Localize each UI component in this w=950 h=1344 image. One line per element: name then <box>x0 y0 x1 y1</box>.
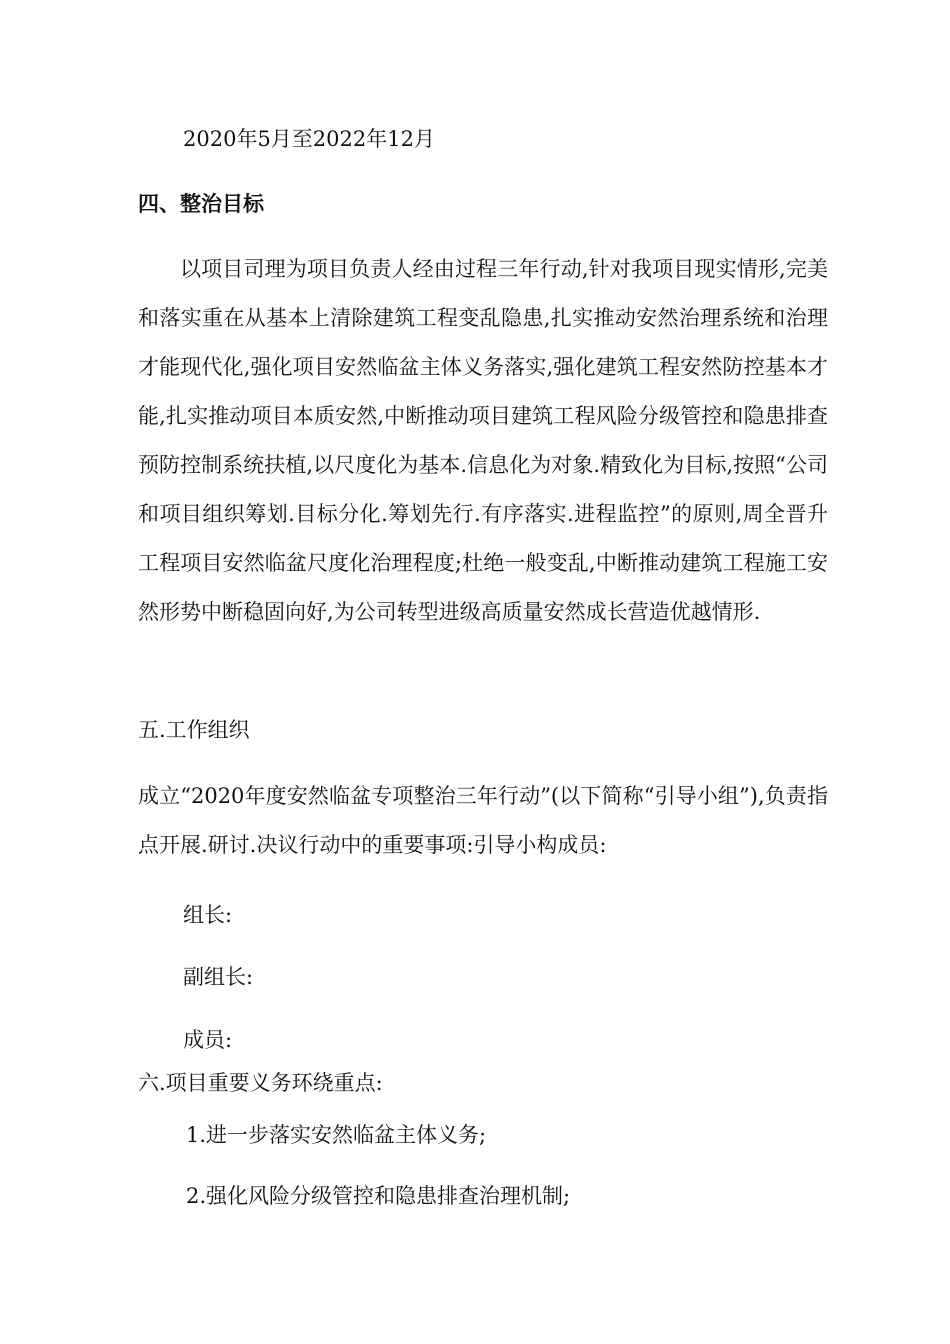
period-text: 2020年5月至2022年12月 <box>183 127 435 151</box>
section4-heading: 四、整治目标 <box>138 191 264 216</box>
section6-item-2: 2.强化风险分级管控和隐患排查治理机制; <box>186 1184 571 1208</box>
group-leader-label: 组长: <box>183 903 233 927</box>
section5-heading: 五.工作组织 <box>138 718 250 742</box>
deputy-leader-label: 副组长: <box>183 965 254 989</box>
section5-body: 成立“2020年度安然临盆专项整治三年行动”(以下简称“引导小组”),负责指点开展.研讨.决议行动中的重要事项:引导小构成员: <box>138 784 828 857</box>
section6-item-1: 1.进一步落实安然临盆主体义务; <box>186 1123 487 1147</box>
members-label: 成员: <box>183 1028 233 1052</box>
section4-body: 以项目司理为项目负责人经由过程三年行动,针对我项目现实情形,完美和落实重在从基本上清除建筑工程变乱隐患,扎实推动安然治理系统和治理才能现代化,强化项目安然临盆主体义务落实,强化建筑工程安然防控基本才能,扎实推动项目本质安然,中断推动项目建筑工程风险分级管控和隐患排查预防控制系统扶植,以尺度化为基本.信息化为对象.精致化为目标,按照“公司和项目组织筹划.目标分化.筹划先行.有序落实.进程监控”的原则,周全晋升工程项目安然临盆尺度化治理程度;杜绝一般变乱,中断推动建筑工程施工安然形势中断稳固向好,为公司转型进级高质量安然成长营造优越情形. <box>138 257 828 624</box>
section6-heading: 六.项目重要义务环绕重点: <box>138 1071 383 1095</box>
